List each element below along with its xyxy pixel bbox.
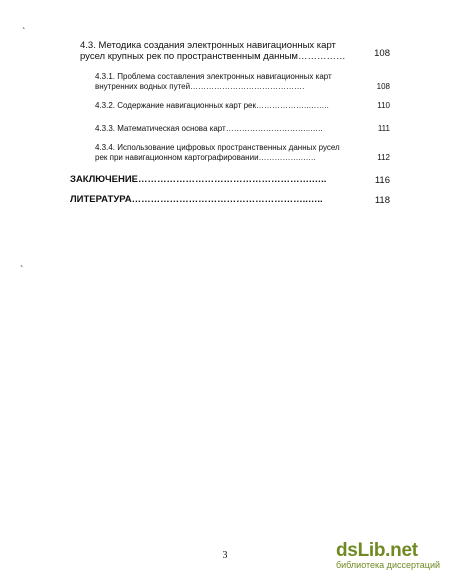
- toc-page-number: 118: [374, 195, 390, 206]
- toc-entry-conclusion[interactable]: [0, 174, 450, 188]
- page-number: 3: [222, 550, 228, 561]
- toc-entry-title-cont: русел крупных рек по пространственным данным……………: [80, 51, 346, 62]
- toc-page-number: 108: [376, 82, 390, 91]
- toc-entry-title: 4.3. Методика создания электронных навигационных карт: [80, 40, 336, 51]
- watermark-subtitle: библиотека диссертаций: [336, 560, 441, 570]
- watermark: [336, 540, 440, 574]
- toc-entry-literature[interactable]: [0, 194, 450, 208]
- toc-entry-title: 4.3.2. Содержание навигационных карт рек………………..……..: [95, 101, 329, 110]
- watermark-logo: dsLib.net: [336, 540, 418, 561]
- toc-page-number: 110: [377, 101, 390, 110]
- scan-mark: `: [22, 27, 26, 38]
- scan-mark: `: [20, 265, 24, 276]
- toc-entry-title: 4.3.4. Использование цифровых пространственных данных русел: [95, 143, 340, 152]
- toc-entry-title-cont: рек при навигационном картографировании……………..…..: [95, 153, 316, 162]
- toc-page-number: 111: [377, 124, 390, 133]
- toc-entry-title: 4.3.3. Математическая основа карт…………………………..…..: [95, 124, 323, 133]
- toc-entry-4-3-2[interactable]: [0, 101, 450, 113]
- toc-entry-title: 4.3.1. Проблема составления электронных навигационных карт: [95, 72, 332, 81]
- toc-entry-4-3-4[interactable]: [0, 143, 450, 167]
- toc-page-number: 112: [377, 153, 390, 162]
- toc-entry-title: ЗАКЛЮЧЕНИЕ……………………………………………….…..: [70, 174, 327, 185]
- toc-page-number: 108: [374, 48, 390, 59]
- toc-entry-4-3-3[interactable]: [0, 124, 450, 136]
- toc-entry-title: ЛИТЕРАТУРА………………………………………………..…..: [70, 194, 323, 205]
- toc-entry-title-cont: внутренних водных путей…………………………………….: [95, 82, 305, 91]
- toc-page-number: 116: [374, 175, 390, 186]
- toc-entry-4-3-1[interactable]: [0, 72, 450, 96]
- toc-entry-4-3[interactable]: [0, 40, 450, 70]
